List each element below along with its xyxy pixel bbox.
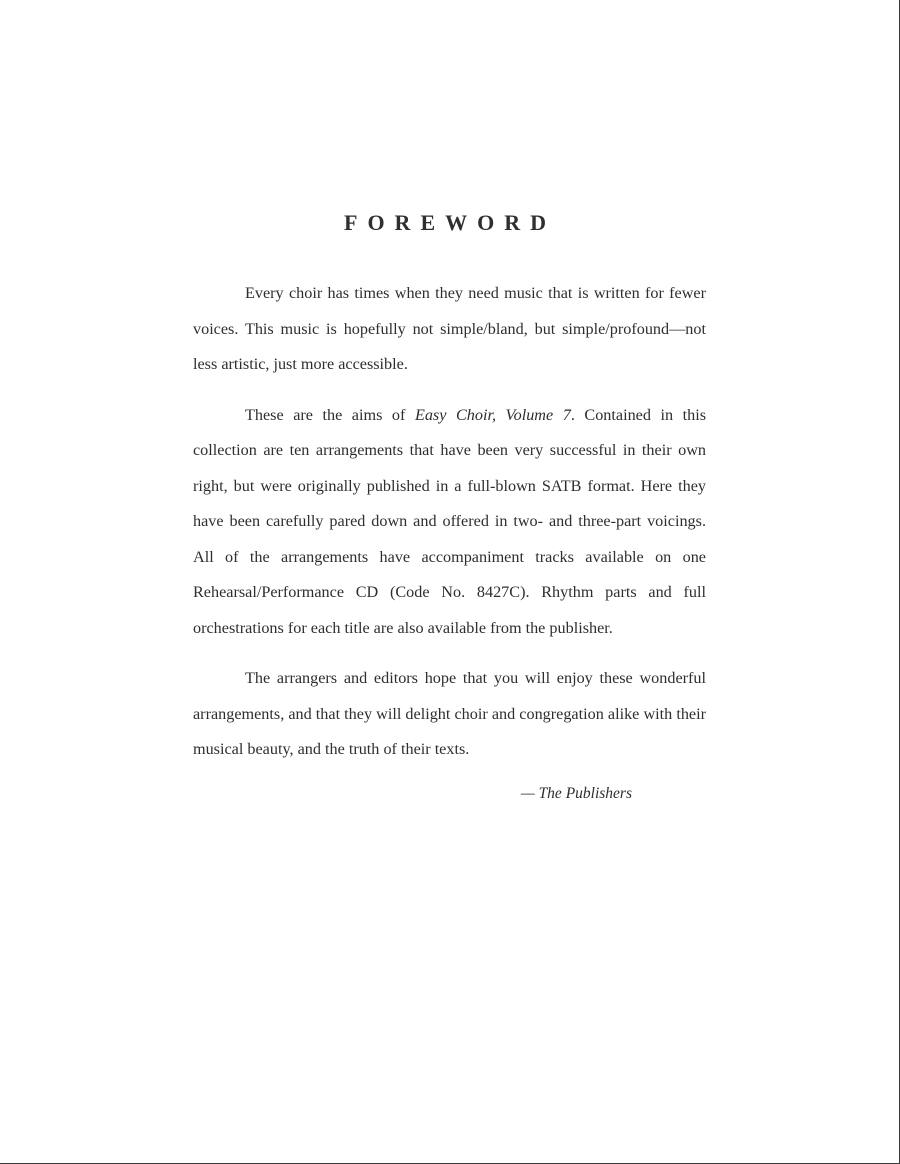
- paragraph-3: The arrangers and editors hope that you will enjoy these wonderful arrangements, and that they will delight choir and congregation alike with their musical beauty, and the truth of their texts.: [193, 669, 706, 758]
- paragraph-2-rest: . Contained in this collection are ten arrangements that have been very successful in their own right, but were originally published in a full-blown SATB format. Here they have been carefully pared down and offered in two- and three-part voicings. All of the arrangements have accompaniment tracks available on one Rehearsal/Performance CD (Code No. 8427C). Rhythm parts and full orchestrations for each title are also available from the publisher.: [193, 405, 707, 637]
- paragraph-2-intro: These are the aims of: [245, 405, 415, 424]
- paragraph-2: [193, 398, 706, 647]
- page-title: FOREWORD: [344, 210, 556, 235]
- paragraph-1: Every choir has times when they need music that is written for fewer voices. This music is hopefully not simple/bland, but simple/profound—not less artistic, just more accessible.: [193, 284, 706, 373]
- book-title: Easy Choir, Volume 7: [414, 405, 571, 424]
- foreword-body: [193, 276, 706, 808]
- signature: — The Publishers: [520, 784, 632, 802]
